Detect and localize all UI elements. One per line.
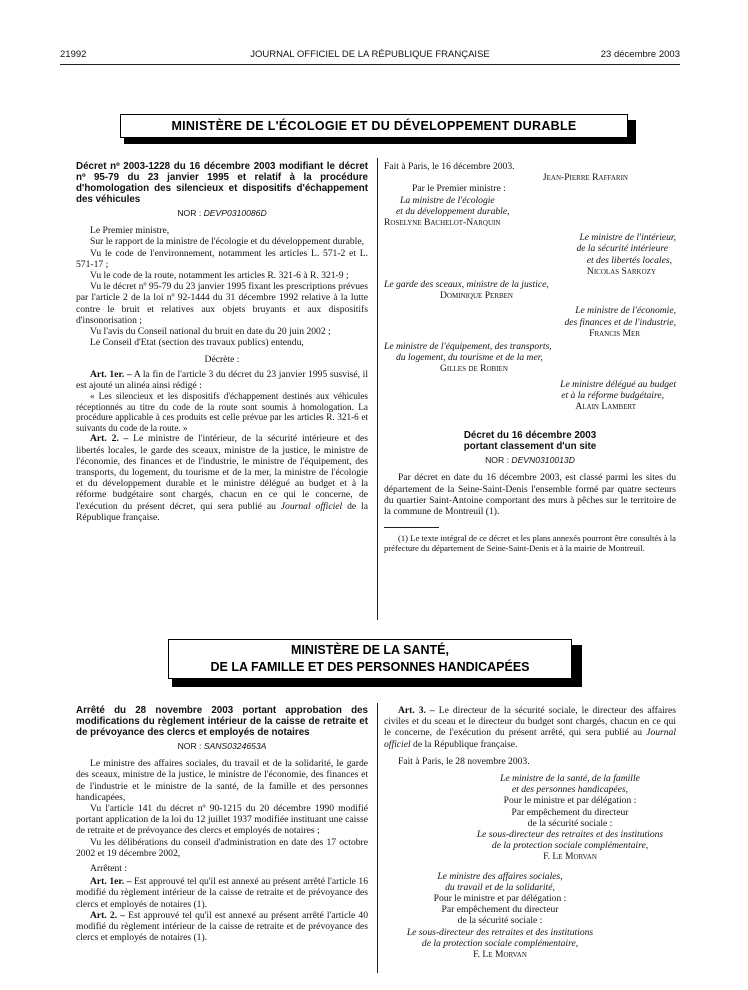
article-text: Est approuvé tel qu'il est annexé au présent arrêté l'article 16 modifié du règlement intérieur de la caisse de retraite et de prévoyance des clercs et employés de notaires (1).: [76, 876, 368, 910]
article-1: [76, 876, 368, 910]
arrete-title: Arrêté du 28 novembre 2003 portant approbation des modifications du règlement intérieur de la caisse de retraite et de prévoyance des clercs et employés de notaires: [76, 705, 368, 738]
ministry-line: MINISTÈRE DE LA SANTÉ,: [291, 643, 449, 657]
visa-paragraph: Le Premier ministre,: [90, 225, 170, 237]
journal-officiel-ref: Journal officiel: [384, 727, 676, 750]
decree-signatures-column: [384, 161, 676, 553]
article-text: Le ministre de l'intérieur, de la sécurité intérieure et des libertés locales, le garde des sceaux, ministre de la justice, le ministre de l'économie, des finances et de l'industrie, le ministre de l'équipement, des transports, du logement, du tourisme et de la mer, la ministre de l'écologie et du développement durable et le ministre délégué au budget et à la réforme budgétaire sont chargés, chacun en ce qui le concerne, de l'exécution du présent décret, qui sera publié au: [76, 433, 368, 512]
article-label: Art. 2. –: [90, 433, 129, 445]
nor-code: DEVP0310086D: [203, 208, 267, 218]
article-label: Art. 2. –: [90, 909, 126, 921]
decree-title: Décret nº 2003-1228 du 16 décembre 2003 modifiant le décret nº 95-79 du 23 janvier 1995 et relatif à la procédure d'homologation des silencieux et dispositifs d'échappement des véhicules: [76, 161, 368, 205]
signatory-role: de la protection sociale complémentaire,: [421, 937, 579, 949]
article-label: Art. 1er. –: [90, 876, 132, 888]
article-3: [384, 705, 676, 750]
article-text: Le directeur de la sécurité sociale, le directeur des affaires civiles et du sceau et le directeur du budget sont chargés, chacun en ce qui le concerne, de l'exécution du présent arrêté, qui sera publié au: [384, 705, 676, 739]
signatory-role: du logement, du tourisme et de la mer,: [396, 352, 543, 364]
nor-label: NOR :: [485, 455, 509, 466]
delegation-line: Par empêchement du directeur: [511, 806, 629, 818]
signatory-role: et des personnes handicapées,: [511, 784, 629, 796]
visa-paragraph: Le ministre des affaires sociales, du travail et de la solidarité, le garde des sceaux, ministre de la justice, le ministre de l'économie, des finances et de l'industrie et le ministre de la santé, de la famille et des personnes handicapées,: [76, 758, 368, 803]
signatory-role: Le sous-directeur des retraites et des institutions: [406, 926, 594, 938]
journal-officiel-ref: Journal officiel: [280, 500, 343, 512]
fait-line: Fait à Paris, le 16 décembre 2003.: [384, 161, 515, 172]
visa-paragraph: Sur le rapport de la ministre de l'écologie et du développement durable,: [90, 236, 364, 248]
article-label: Art. 1er. –: [90, 368, 132, 380]
signer-pm: Jean-Pierre Raffarin: [542, 172, 628, 184]
decree-1228-column: [76, 161, 368, 523]
delegation-line: Par empêchement du directeur: [441, 904, 559, 916]
arrete-column: [76, 705, 368, 943]
delegation-line: de la sécurité sociale :: [527, 817, 613, 829]
visa-paragraph: Le Conseil d'Etat (section des travaux publics) entendu,: [90, 337, 304, 349]
decrete-label: Décrète :: [204, 354, 240, 366]
footnote-rule: [384, 527, 439, 528]
nor-label: NOR :: [177, 208, 202, 218]
article-1: [76, 369, 368, 391]
delegation-line: de la sécurité sociale :: [457, 915, 543, 927]
signatory-role: Le ministre de l'équipement, des transports,: [384, 341, 552, 353]
ministry-ecologie-heading: MINISTÈRE DE L'ÉCOLOGIE ET DU DÉVELOPPEMENT DURABLE: [120, 114, 628, 138]
signatory-role: Le ministre de la santé, de la famille: [500, 773, 640, 785]
signatory-role: Le ministre de l'intérieur,: [579, 232, 676, 244]
signatory-role: des finances et de l'industrie,: [564, 316, 676, 328]
article-text: A la fin de l'article 3 du décret du 23 janvier 1995 susvisé, il est ajouté un alinéa ainsi rédigé :: [76, 368, 368, 391]
article-quote: « Les silencieux et les dispositifs d'échappement destinés aux véhicules réceptionnés au titre du code de la route sont soumis à homologation. La procédure applicable à ces produits est celle prévue par les articles R. 321-6 et suivants du code de la route. »: [76, 391, 368, 433]
nor-reference: [76, 741, 368, 752]
signatory-name: Dominique Perben: [440, 290, 513, 302]
article-text: Est approuvé tel qu'il est annexé au présent arrêté l'article 40 modifié du règlement intérieur de la caisse de retraite et de prévoyance des clercs et employés de notaires (1).: [76, 909, 369, 944]
signatory-role: Le ministre de l'économie,: [575, 305, 676, 317]
decree2-text: Par décret en date du 16 décembre 2003, est classé parmi les sites du département de la Seine-Saint-Denis l'ensemble formé par quatre secteurs du quartier Saint-Antoine comportant des murs à pêches sur le territoire de la commune de Montreuil (1).: [384, 472, 676, 518]
article-text-end: de la République française.: [413, 738, 518, 750]
signatory-name: Alain Lambert: [575, 401, 636, 413]
signature-block-1: [384, 773, 676, 863]
signatory-role: et des libertés locales,: [586, 254, 672, 266]
journal-title: JOURNAL OFFICIEL DE LA RÉPUBLIQUE FRANÇAISE: [250, 49, 490, 60]
nor-reference: [76, 208, 368, 219]
signatory-role: Le garde des sceaux, ministre de la justice,: [384, 279, 549, 291]
signatory-role: et du développement durable,: [396, 205, 510, 217]
issue-date: 23 décembre 2003: [600, 49, 680, 60]
column-separator: [377, 703, 378, 973]
signatory-name: Gilles de Robien: [440, 363, 508, 375]
delegation-line: Pour le ministre et par délégation :: [503, 795, 637, 807]
signatory-name: F. Le Morvan: [473, 949, 527, 961]
ministry-sante-heading: [168, 639, 572, 679]
visa-paragraph: Vu le décret nº 95-79 du 23 janvier 1995 fixant les prescriptions prévues par l'article 2 de la loi nº 92-1444 du 31 décembre 1992 relative à la lutte contre le bruit et relatives aux objets bruyants et aux dispositifs d'insonorisation ;: [76, 281, 368, 326]
visa-paragraph: Vu le code de la route, notamment les articles R. 321-6 à R. 321-9 ;: [90, 270, 349, 282]
visa-paragraph: Vu le code de l'environnement, notamment les articles L. 571-2 et L. 571-17 ;: [76, 247, 368, 270]
signatory-role: de la protection sociale complémentaire,: [491, 840, 649, 852]
signatory-role: Le ministre des affaires sociales,: [437, 870, 563, 882]
article-2: [76, 910, 368, 944]
signature-block-2: [384, 871, 676, 961]
column-separator: [377, 158, 378, 620]
arretent-label: Arrêtent :: [90, 863, 128, 875]
nor-code: SANS0324653A: [203, 741, 267, 751]
signatory-role: et à la réforme budgétaire,: [561, 389, 664, 401]
par-pm: Par le Premier ministre :: [412, 183, 506, 195]
signatory-role: Le sous-directeur des retraites et des institutions: [476, 829, 664, 841]
header-rule: [60, 64, 680, 65]
page-number: 21992: [60, 49, 87, 60]
footnote: (1) Le texte intégral de ce décret et les plans annexés pourront être consultés à la préfecture du département de Seine-Saint-Denis et à la mairie de Montreuil.: [384, 533, 676, 554]
signatory-name: Roselyne Bachelot-Narquin: [384, 217, 501, 229]
delegation-line: Pour le ministre et par délégation :: [433, 893, 567, 905]
fait-line: Fait à Paris, le 28 novembre 2003.: [398, 755, 530, 767]
signatory-role: de la sécurité intérieure: [576, 243, 668, 255]
arrete-signatures-column: [384, 705, 676, 960]
running-header: [60, 49, 680, 63]
visa-paragraph: Vu les délibérations du conseil d'administration en date des 17 octobre 2002 et 19 décembre 2002,: [76, 836, 368, 859]
signatory-role: du travail et de la solidarité,: [445, 881, 555, 893]
nor-label: NOR :: [177, 741, 202, 751]
visa-paragraph: Vu l'article 141 du décret nº 90-1215 du 20 décembre 1990 modifié portant application de la loi du 12 juillet 1937 modifiée instituant une caisse de retraite et de prévoyance des clercs et employés de notaires ;: [76, 803, 369, 837]
article-text-end: de la République française.: [76, 500, 368, 523]
signatory-role: Le ministre délégué au budget: [560, 378, 676, 390]
signatory-name: F. Le Morvan: [543, 851, 597, 863]
signatory-name: Nicolas Sarkozy: [586, 265, 656, 277]
nor-reference: [384, 455, 676, 466]
decree2-title: Décret du 16 décembre 2003: [463, 430, 597, 442]
signatory-name: Francis Mer: [589, 327, 640, 339]
nor-code: DEVN0310013D: [511, 455, 575, 466]
visa-paragraph: Vu l'avis du Conseil national du bruit en date du 20 juin 2002 ;: [90, 326, 331, 338]
signatory-role: La ministre de l'écologie: [400, 194, 495, 206]
ministry-line: DE LA FAMILLE ET DES PERSONNES HANDICAPÉES: [210, 660, 530, 674]
decree2-subtitle: portant classement d'un site: [463, 441, 597, 453]
article-label: Art. 3. –: [398, 705, 435, 716]
article-2: [76, 433, 368, 523]
